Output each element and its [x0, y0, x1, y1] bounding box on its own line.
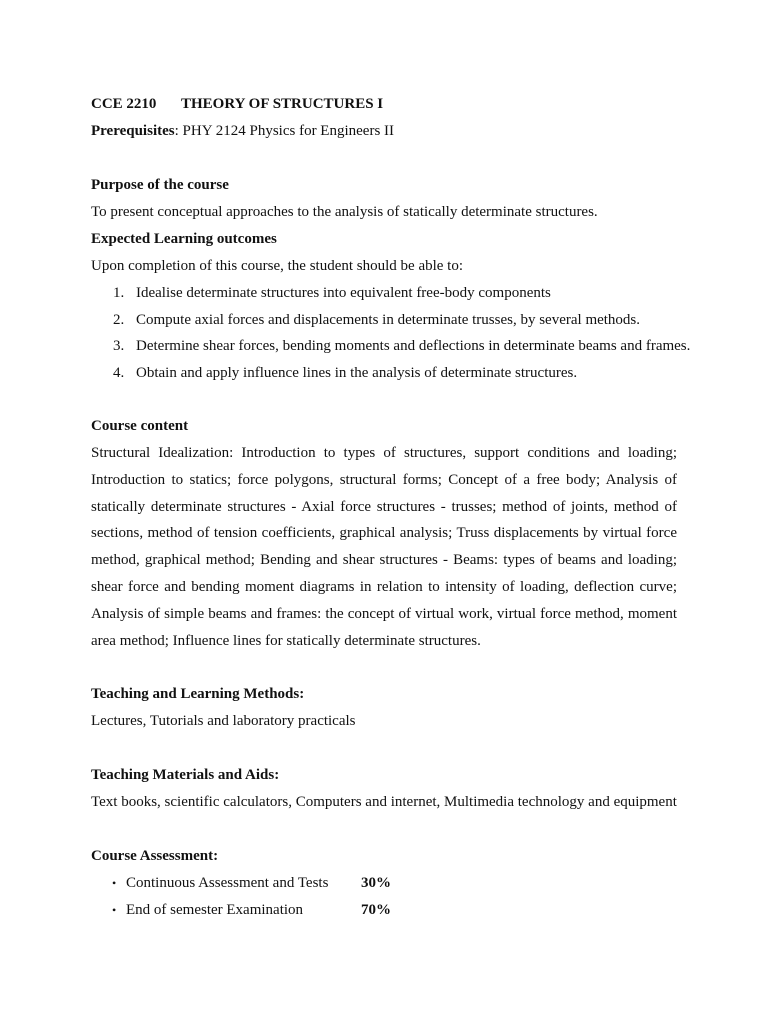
- list-item-number: 3.: [113, 338, 125, 354]
- content-paragraph: [91, 440, 677, 654]
- assessment-weight: 30%: [361, 875, 391, 892]
- assessment-list: [91, 870, 677, 924]
- paragraph-line: statically determinate structures - Axial force structures - trusses; method of joints, method of: [91, 498, 677, 515]
- spacer: [91, 816, 677, 843]
- prerequisites-line: [91, 118, 677, 145]
- materials-heading: Teaching Materials and Aids:: [91, 767, 280, 784]
- purpose-text: To present conceptual approaches to the analysis of statically determinate structures.: [91, 204, 598, 220]
- paragraph-line: Structural Idealization: Introduction to types of structures, support conditions and loading;: [91, 445, 677, 461]
- paragraph-line: method, graphical method; Bending and shear structures - Beams: types of beams and loading;: [91, 552, 677, 569]
- list-item: [91, 897, 677, 924]
- list-item: [91, 333, 691, 360]
- list-item-text: Determine shear forces, bending moments and deflections in determinate beams and frames.: [136, 338, 691, 354]
- list-item-text: Compute axial forces and displacements in determinate trusses, by several methods.: [136, 311, 641, 328]
- content-heading: Course content: [91, 418, 189, 434]
- paragraph-line: Introduction to statics; force polygons, structural forms; Concept of a free body; Analysis of: [91, 471, 677, 488]
- bullet-icon: •: [112, 903, 117, 918]
- spacer: [91, 735, 677, 762]
- list-item-text: Idealise determinate structures into equivalent free-body components: [136, 285, 551, 301]
- purpose-heading: Purpose of the course: [91, 177, 229, 193]
- paragraph-line: shear force and bending moment diagrams in relation to intensity of loading, deflection curve;: [91, 578, 677, 595]
- assessment-heading: Course Assessment:: [91, 848, 219, 865]
- course-code: CCE 2210: [91, 96, 157, 112]
- materials-text: Text books, scientific calculators, Computers and internet, Multimedia technology and equipment: [91, 794, 677, 811]
- list-item-text: Obtain and apply influence lines in the analysis of determinate structures.: [136, 364, 578, 381]
- methods-heading: Teaching and Learning Methods:: [91, 686, 305, 703]
- list-item: [91, 870, 677, 897]
- outcomes-list: [91, 280, 691, 386]
- assessment-label: End of semester Examination: [126, 902, 304, 919]
- list-item: [91, 307, 677, 334]
- paragraph-line: Analysis of simple beams and frames: the concept of virtual work, virtual force method, moment: [91, 605, 677, 622]
- course-title: THEORY OF STRUCTURES I: [181, 96, 384, 112]
- prerequisites-label: Prerequisites: [91, 123, 175, 139]
- methods-text: Lectures, Tutorials and laboratory practicals: [91, 713, 356, 730]
- assessment-weight: 70%: [361, 902, 391, 919]
- outcomes-heading: Expected Learning outcomes: [91, 231, 277, 247]
- assessment-label: Continuous Assessment and Tests: [126, 875, 329, 892]
- list-item-number: 1.: [113, 285, 125, 301]
- course-title-line: [91, 91, 677, 118]
- paragraph-line: area method; Influence lines for statically determinate structures.: [91, 632, 481, 649]
- list-item-number: 4.: [113, 364, 125, 381]
- prerequisites-value: : PHY 2124 Physics for Engineers II: [174, 123, 395, 139]
- spacer: [91, 386, 677, 413]
- bullet-icon: •: [112, 876, 117, 891]
- spacer: [91, 145, 677, 172]
- list-item: [91, 360, 677, 387]
- outcomes-intro: Upon completion of this course, the student should be able to:: [91, 258, 464, 274]
- list-item-number: 2.: [113, 311, 125, 328]
- course-description: [91, 91, 691, 924]
- paragraph-line: sections, method of tension coefficients, graphical analysis; Truss displacements by virtual force: [91, 525, 677, 542]
- list-item: [91, 280, 677, 307]
- spacer: [91, 654, 677, 681]
